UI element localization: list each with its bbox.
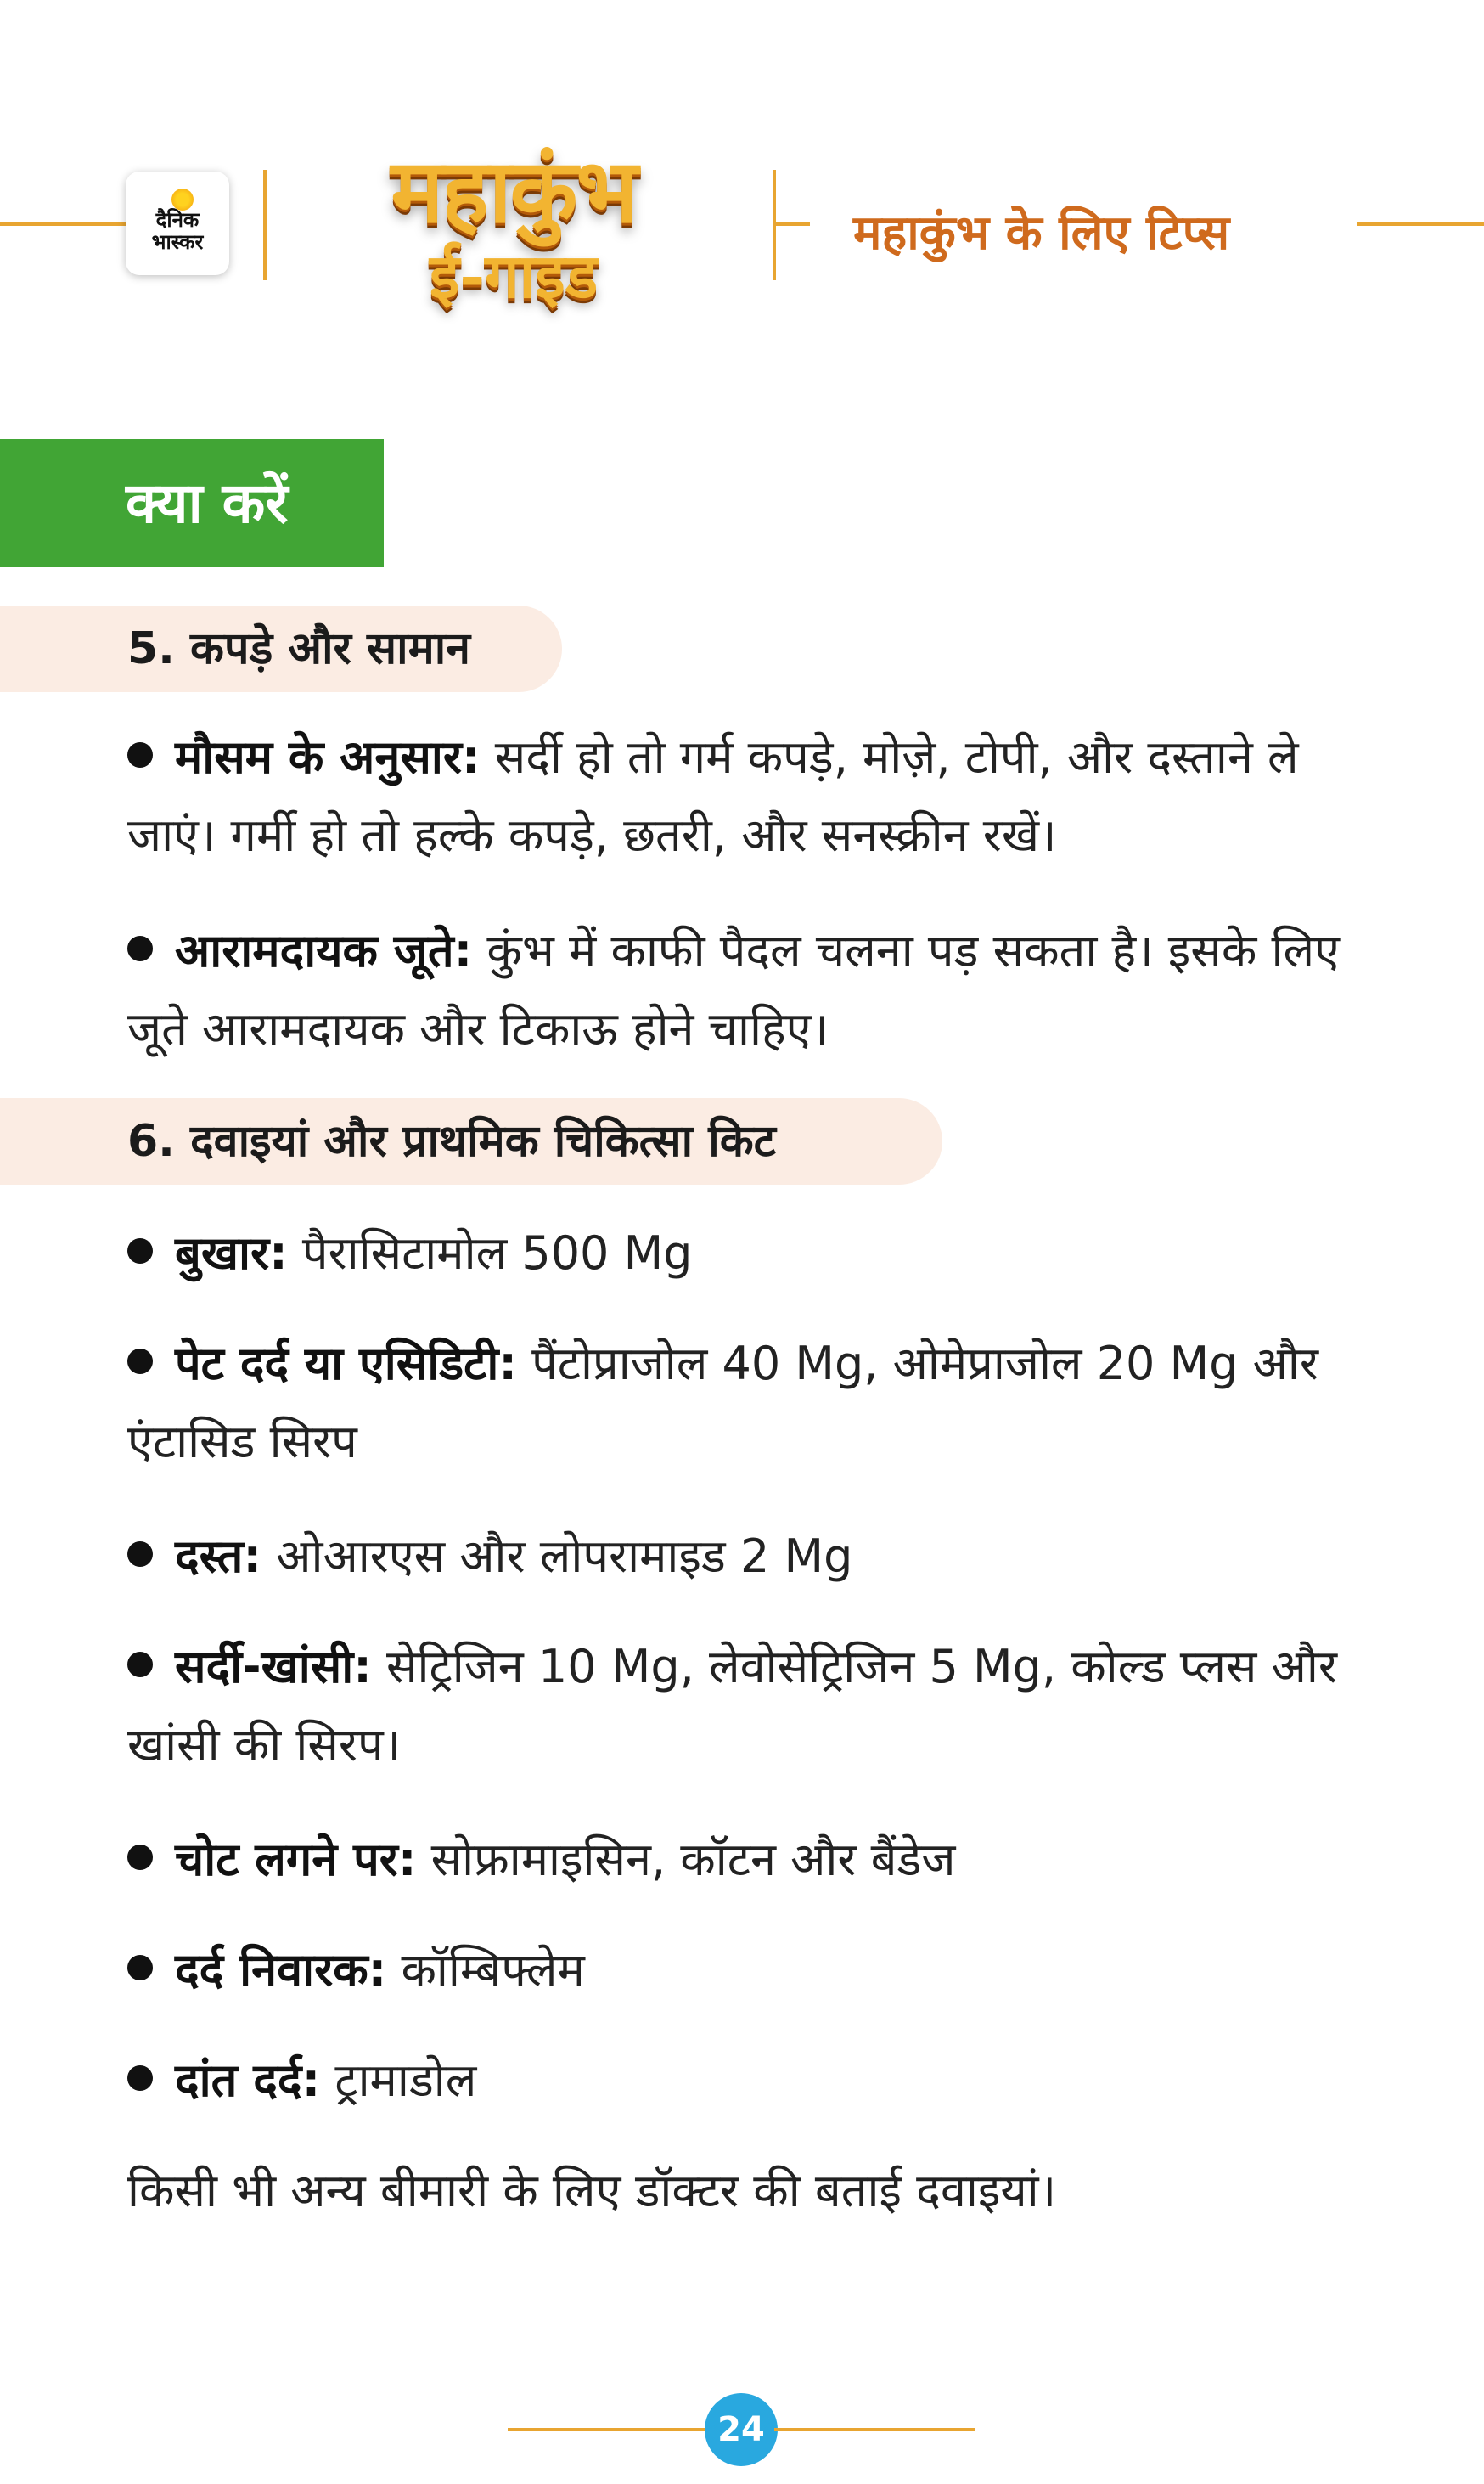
logo-subtitle: ई-गाइड (429, 239, 599, 312)
item-lead: दर्द निवारक: (175, 1943, 387, 1997)
section-header-title: महाकुंभ के लिए टिप्स (853, 206, 1230, 261)
dainik-bhaskar-logo (126, 172, 229, 275)
list-item (127, 1325, 1358, 1481)
item-lead: आरामदायक जूते: (175, 924, 473, 977)
do-section-banner (0, 439, 384, 567)
bullet-icon (127, 1652, 153, 1677)
item-text: कॉम्बिफ्लेम (386, 1943, 585, 1997)
list-item (127, 1821, 1358, 1899)
logo-title: महाकुंभ (391, 138, 637, 243)
header-rule-right (1357, 222, 1484, 226)
item-text: पैंटोप्राजोल 40 Mg, ओमेप्राजोल 20 Mg और एंटासिड सिरप (127, 1337, 1318, 1468)
item-text: ट्रामाडोल (320, 2053, 477, 2107)
header-rule-left (0, 222, 127, 226)
bullet-icon (127, 1349, 153, 1374)
item-text: कुंभ में काफी पैदल चलना पड़ सकता है। इसके लिए जूते आरामदायक और टिकाऊ होने चाहिए। (127, 924, 1340, 1056)
list-item (127, 1931, 1358, 2009)
item-lead: चोट लगने पर: (175, 1833, 417, 1886)
header-rule-mid (776, 222, 810, 226)
item-lead: दस्त: (175, 1529, 262, 1583)
do-section-label: क्या करें (126, 470, 289, 536)
section-heading: 6. दवाइयां और प्राथमिक चिकित्सा किट (127, 1116, 776, 1167)
footer-rule-right (774, 2428, 975, 2431)
item-text: ओआरएस और लोपरामाइड 2 Mg (261, 1529, 853, 1583)
footer-rule-left (508, 2428, 708, 2431)
item-text: सोफ्रामाइसिन, कॉटन और बैंडेज (416, 1833, 956, 1886)
list-item (127, 1628, 1358, 1784)
list-item (127, 1214, 1358, 1293)
mahakumbh-e-guide-logo (314, 136, 713, 348)
list-item (127, 912, 1358, 1068)
bullet-icon (127, 2065, 153, 2091)
bullet-icon (127, 742, 153, 768)
header-divider-left (263, 170, 267, 280)
list-item (127, 718, 1358, 875)
item-lead: दांत दर्द: (175, 2053, 321, 2107)
bullet-icon (127, 936, 153, 961)
bullet-icon (127, 1955, 153, 1980)
item-text: पैरासिटामोल 500 Mg (287, 1226, 693, 1280)
page-number: 24 (705, 2393, 778, 2466)
bullet-icon (127, 1238, 153, 1264)
list-item (127, 1518, 1358, 1596)
section-heading-pill (0, 1098, 942, 1185)
list-item (127, 2042, 1358, 2120)
brand-line-2: भास्कर (151, 230, 204, 254)
item-lead: बुखार: (175, 1226, 288, 1280)
item-text: सर्दी हो तो गर्म कपड़े, मोज़े, टोपी, और दस्ताने ले जाएं। गर्मी हो तो हल्के कपड़े, छतरी, और सनस्क्रीन रखें। (127, 730, 1299, 862)
section-heading-pill (0, 606, 562, 692)
item-text: सेट्रिजिन 10 Mg, लेवोसेट्रिजिन 5 Mg, कोल्ड प्लस और खांसी की सिरप। (127, 1640, 1337, 1771)
item-lead: पेट दर्द या एसिडिटी: (175, 1337, 517, 1390)
item-lead: सर्दी-खांसी: (175, 1640, 372, 1693)
section-heading: 5. कपड़े और सामान (127, 623, 471, 674)
brand-line-1: दैनिक (155, 208, 200, 232)
bullet-icon (127, 1845, 153, 1870)
bullet-icon (127, 1541, 153, 1567)
item-lead: मौसम के अनुसार: (175, 730, 481, 784)
closing-note: किसी भी अन्य बीमारी के लिए डॉक्टर की बताई दवाइयां। (127, 2164, 1057, 2217)
